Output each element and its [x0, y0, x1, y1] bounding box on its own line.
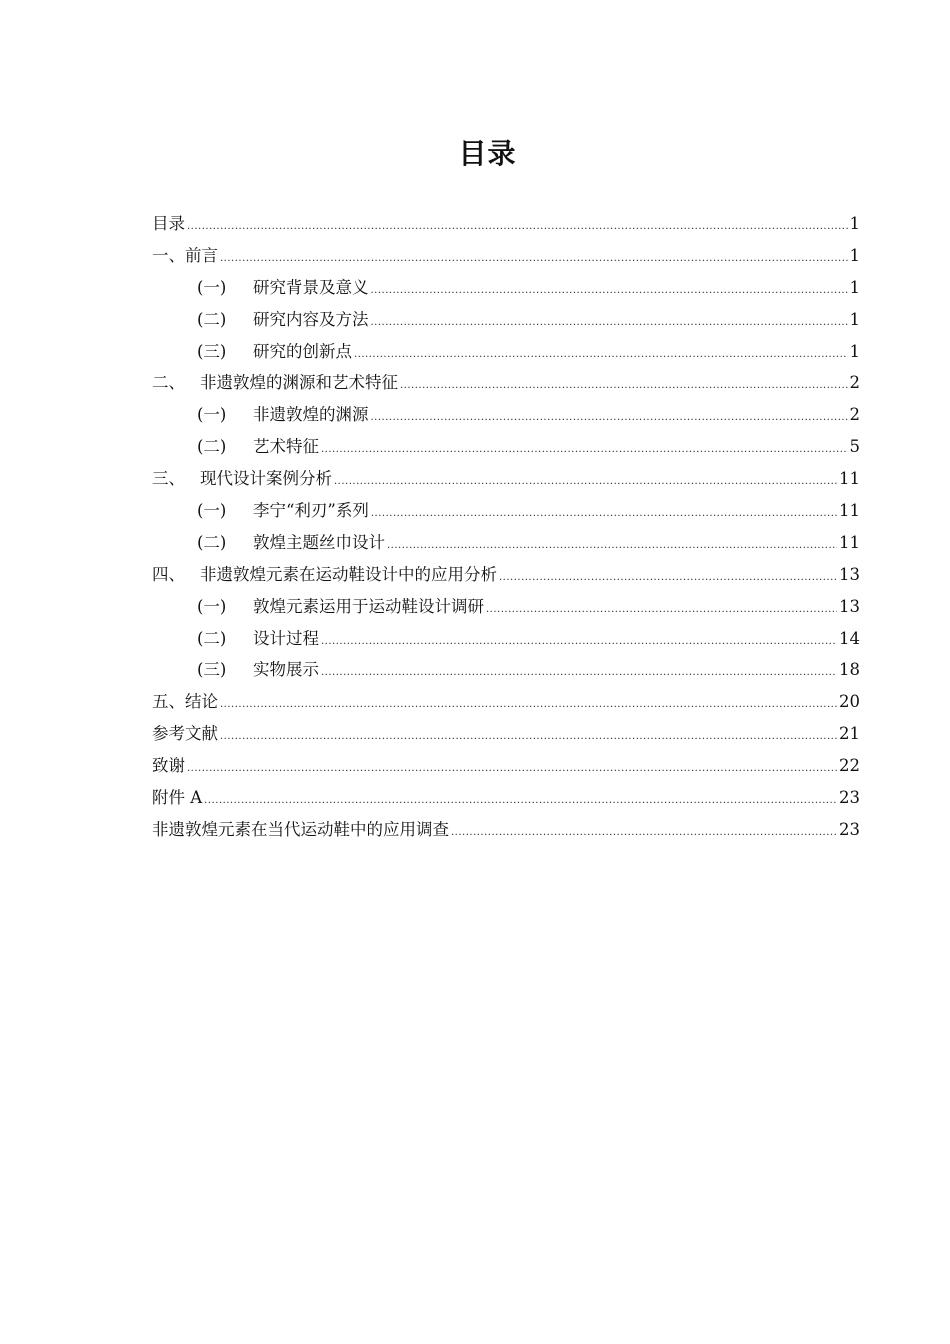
toc-entry[interactable]	[152, 304, 860, 336]
toc-entry[interactable]	[152, 782, 860, 814]
toc-entry-text: 研究的创新点	[253, 341, 352, 361]
toc-entry-label	[152, 367, 398, 399]
toc-entry-label	[197, 623, 319, 655]
toc-entry-page: 5	[849, 437, 860, 457]
dot-leader	[499, 562, 837, 594]
toc-entry-label	[197, 336, 352, 368]
toc-entry-text: 目录	[152, 214, 185, 233]
toc-entry-text: 李宁“利刃”系列	[253, 501, 369, 521]
toc-entry-label	[152, 718, 218, 750]
toc-entry-text: 致谢	[152, 756, 185, 776]
toc-entry-label	[197, 431, 319, 463]
toc-entry-text: 非遗敦煌元素在当代运动鞋中的应用调查	[152, 819, 449, 839]
toc-entry[interactable]	[152, 686, 860, 718]
toc-entry[interactable]	[152, 495, 860, 527]
toc-entry-text: 前言	[185, 245, 218, 265]
dot-leader	[334, 466, 837, 498]
toc-entry-number: (二)	[197, 309, 227, 329]
toc-entry-number: (三)	[197, 341, 227, 361]
toc-entry-text: 非遗敦煌的渊源	[253, 405, 369, 425]
toc-entry-page: 1	[849, 245, 860, 265]
dot-leader	[400, 370, 848, 402]
toc-entry[interactable]	[152, 399, 860, 431]
toc-entry-page: 1	[849, 309, 860, 329]
toc-entry-page: 1	[849, 341, 860, 361]
dot-leader	[486, 594, 837, 626]
toc-entry-page: 23	[839, 819, 860, 839]
toc-entry[interactable]	[152, 814, 860, 846]
dot-leader	[387, 530, 837, 562]
toc-entry-number: (二)	[197, 437, 227, 457]
toc-entry-label	[152, 208, 185, 240]
dot-leader	[187, 753, 837, 785]
toc-entry-label	[152, 782, 202, 814]
toc-entry[interactable]	[152, 431, 860, 463]
toc-entry-number: (二)	[197, 628, 227, 648]
toc-entry-number: (三)	[197, 660, 227, 680]
dot-leader	[220, 721, 837, 753]
toc-entry-page: 11	[839, 469, 860, 489]
toc-entry[interactable]	[152, 272, 860, 304]
toc-entry-number: 三、	[152, 469, 185, 489]
toc-entry[interactable]	[152, 240, 860, 272]
dot-leader	[220, 689, 837, 721]
toc-entry-page: 2	[849, 405, 860, 425]
toc-entry-page: 13	[839, 596, 860, 616]
dot-leader	[371, 275, 848, 307]
toc-entry-page: 11	[839, 501, 860, 521]
toc-entry-text: 五、结论	[152, 692, 218, 712]
toc-entry-label	[152, 240, 218, 272]
toc-entry-text: 敦煌元素运用于运动鞋设计调研	[253, 596, 484, 616]
toc-entry-text: 非遗敦煌元素在运动鞋设计中的应用分析	[200, 564, 497, 584]
dot-leader	[371, 498, 837, 530]
toc-entry-label	[197, 495, 369, 527]
toc-entry-text: 研究背景及意义	[253, 277, 369, 297]
toc-entry-text: 附件 A	[152, 788, 203, 808]
toc-entry-number: 一、	[152, 245, 185, 265]
toc-entry-text: 敦煌主题丝巾设计	[253, 532, 385, 552]
dot-leader	[321, 626, 837, 658]
toc-entry-label	[152, 686, 218, 718]
toc-entry[interactable]	[152, 208, 860, 240]
dot-leader	[371, 402, 848, 434]
toc-entry[interactable]	[152, 367, 860, 399]
toc-entry-number: 四、	[152, 564, 185, 584]
toc-entry-number: (一)	[197, 277, 227, 297]
dot-leader	[204, 785, 837, 817]
dot-leader	[371, 307, 848, 339]
toc-entry-label	[152, 750, 185, 782]
page-title: 目录	[458, 137, 517, 170]
toc-entry-number: (一)	[197, 501, 227, 521]
toc-entry-page: 22	[839, 756, 860, 776]
toc-entry[interactable]	[152, 654, 860, 686]
toc-entry-number: (二)	[197, 532, 227, 552]
toc-entry-page: 23	[839, 788, 860, 808]
dot-leader	[187, 211, 848, 243]
toc-entry-text: 参考文献	[152, 724, 218, 744]
toc-entry-text: 现代设计案例分析	[200, 469, 332, 489]
toc-entry-number: (一)	[197, 405, 227, 425]
toc-entry-page: 11	[839, 532, 860, 552]
dot-leader	[354, 339, 848, 371]
toc-entry-page: 14	[839, 628, 860, 648]
toc-entry-label	[197, 272, 369, 304]
toc-entry[interactable]	[152, 463, 860, 495]
table-of-contents	[152, 208, 860, 846]
toc-entry[interactable]	[152, 336, 860, 368]
toc-entry-page: 21	[839, 724, 860, 744]
toc-entry-label	[197, 304, 369, 336]
toc-entry[interactable]	[152, 718, 860, 750]
toc-entry-label	[197, 399, 369, 431]
dot-leader	[451, 817, 837, 849]
toc-entry-page: 20	[839, 692, 860, 712]
toc-entry-text: 设计过程	[253, 628, 319, 648]
toc-entry-label	[152, 814, 449, 846]
toc-entry[interactable]	[152, 623, 860, 655]
toc-entry-label	[197, 591, 484, 623]
toc-entry[interactable]	[152, 591, 860, 623]
toc-entry-label	[152, 463, 332, 495]
toc-entry-number: (一)	[197, 596, 227, 616]
toc-entry-page: 2	[849, 373, 860, 393]
toc-entry-label	[197, 654, 319, 686]
toc-entry-label	[197, 527, 385, 559]
dot-leader	[321, 657, 837, 689]
toc-entry-label	[152, 559, 497, 591]
toc-entry-text: 艺术特征	[253, 437, 319, 457]
toc-entry-page: 18	[839, 660, 860, 680]
toc-entry-text: 非遗敦煌的渊源和艺术特征	[200, 373, 398, 393]
toc-entry-number: 二、	[152, 373, 185, 393]
dot-leader	[220, 243, 848, 275]
toc-entry-text: 研究内容及方法	[253, 309, 369, 329]
toc-entry-page: 1	[849, 214, 860, 233]
toc-entry[interactable]	[152, 527, 860, 559]
toc-entry-text: 实物展示	[253, 660, 319, 680]
dot-leader	[321, 434, 848, 466]
toc-entry-page: 1	[849, 277, 860, 297]
toc-entry[interactable]	[152, 559, 860, 591]
toc-entry[interactable]	[152, 750, 860, 782]
toc-entry-page: 13	[839, 564, 860, 584]
